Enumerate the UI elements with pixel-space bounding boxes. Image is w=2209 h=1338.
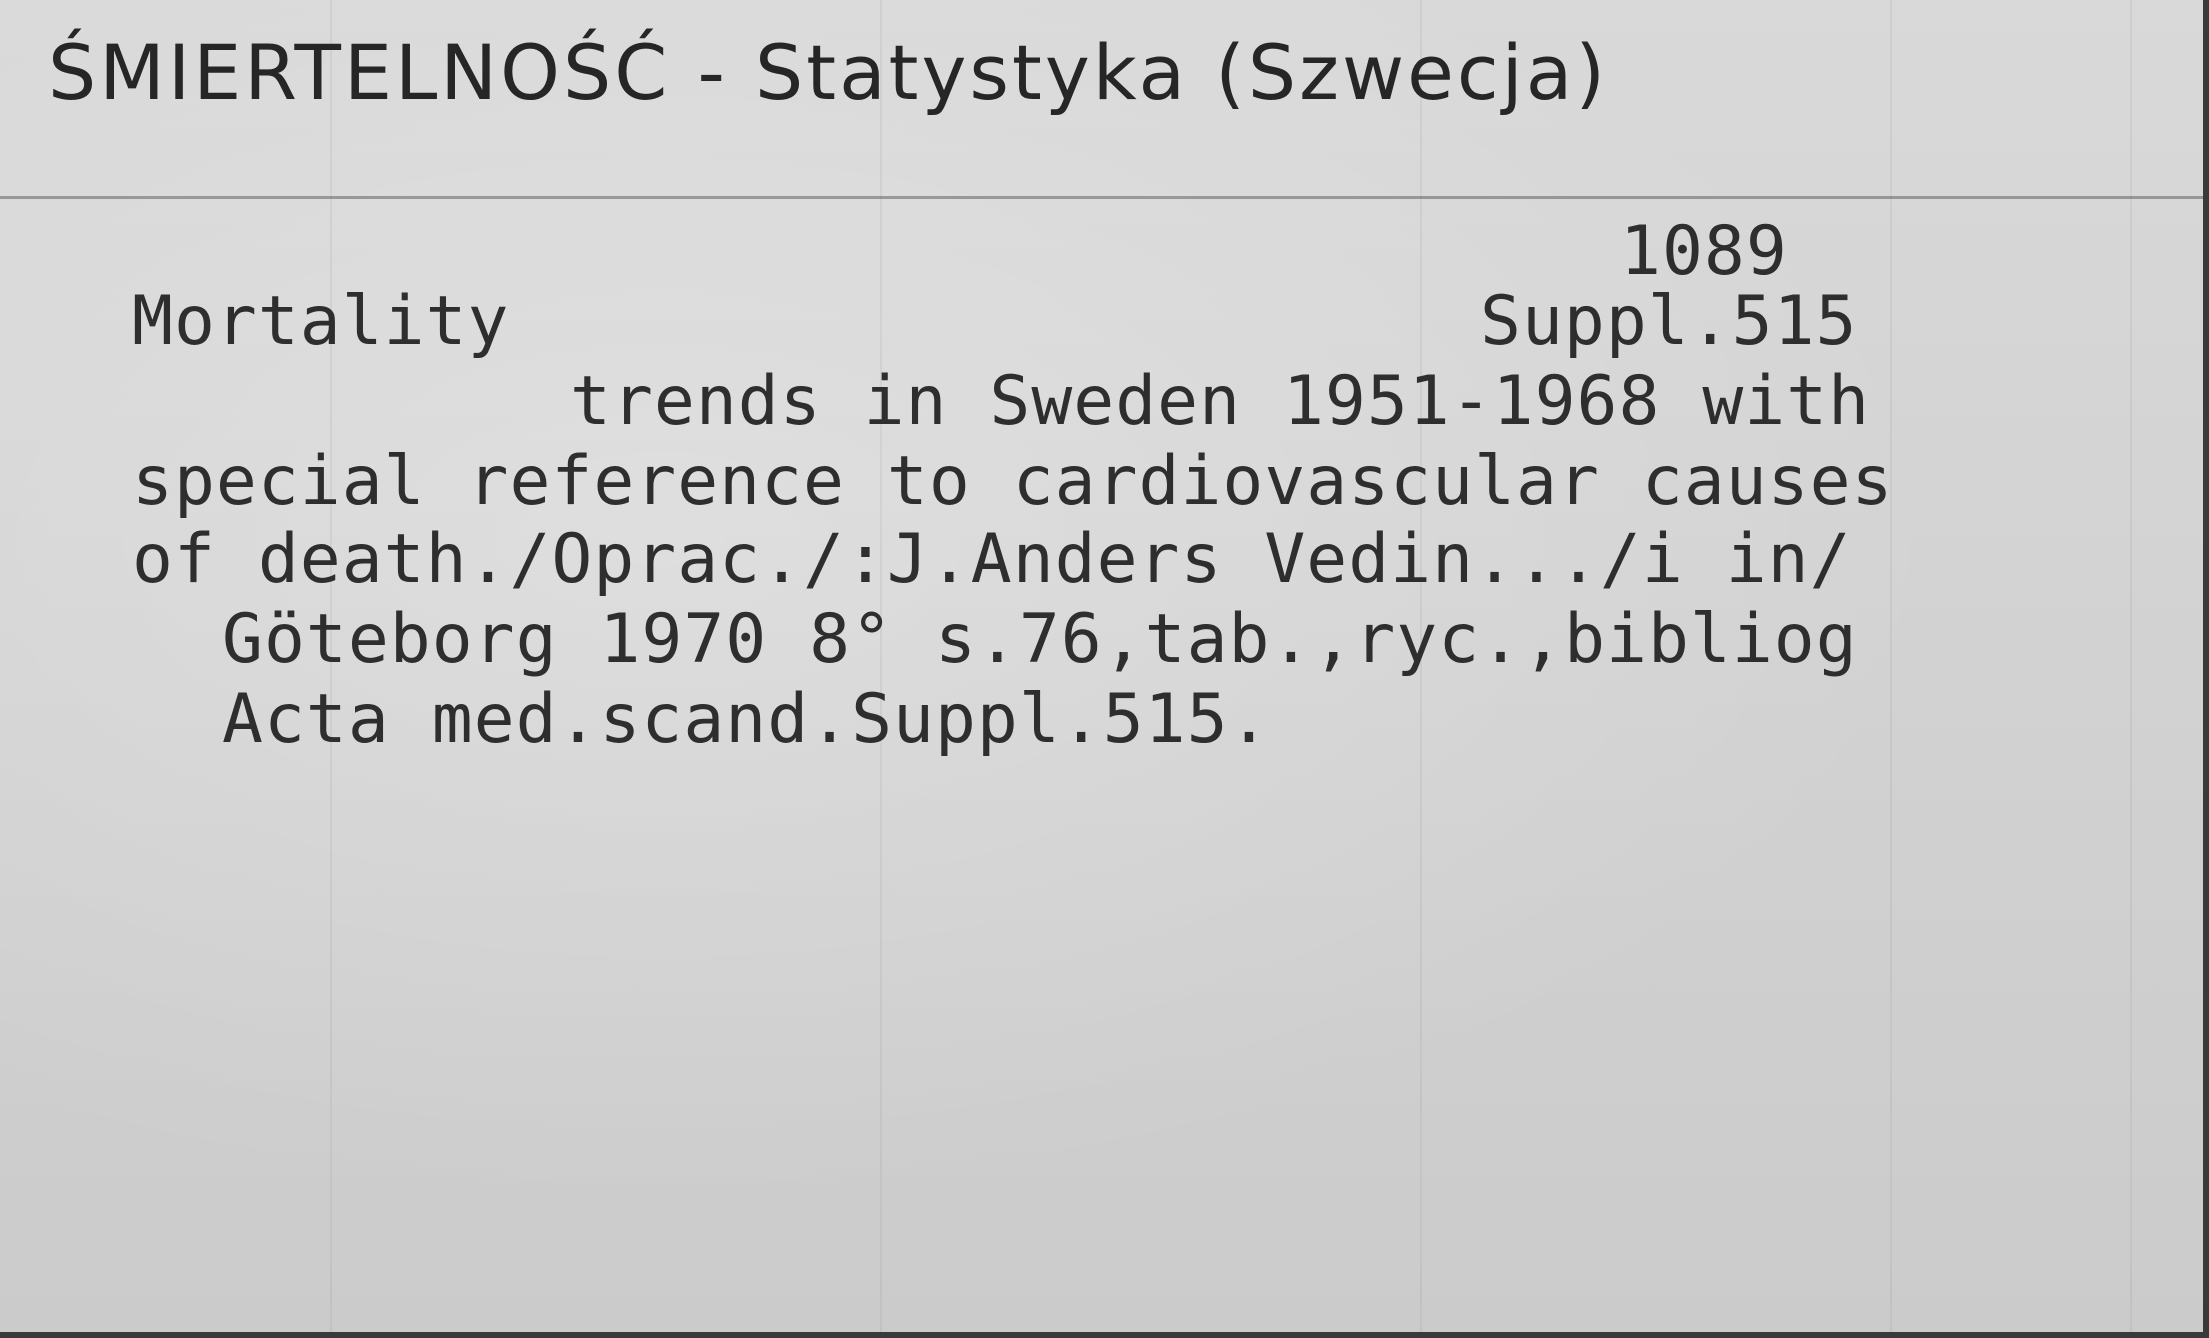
imprint-line: Göteborg 1970 8° s.76,tab.,ryc.,bibliog: [222, 600, 1858, 679]
call-number: 1089: [1620, 212, 1788, 291]
paper-streak: [1890, 0, 1892, 1338]
series-line: Acta med.scand.Suppl.515.: [222, 680, 1271, 759]
subject-term: Mortality: [132, 282, 510, 361]
paper-streak: [2130, 0, 2132, 1338]
description-line: trends in Sweden 1951-1968 with: [570, 362, 1871, 441]
heading-divider: [0, 196, 2209, 199]
description-line: of death./Oprac./:J.Anders Vedin.../i in/: [132, 520, 1852, 599]
supplement-reference: Suppl.515: [1480, 282, 1858, 361]
description-line: special reference to cardiovascular causes: [132, 442, 1894, 521]
subject-heading: ŚMIERTELNOŚĆ - Statystyka (Szwecja): [48, 28, 1609, 117]
